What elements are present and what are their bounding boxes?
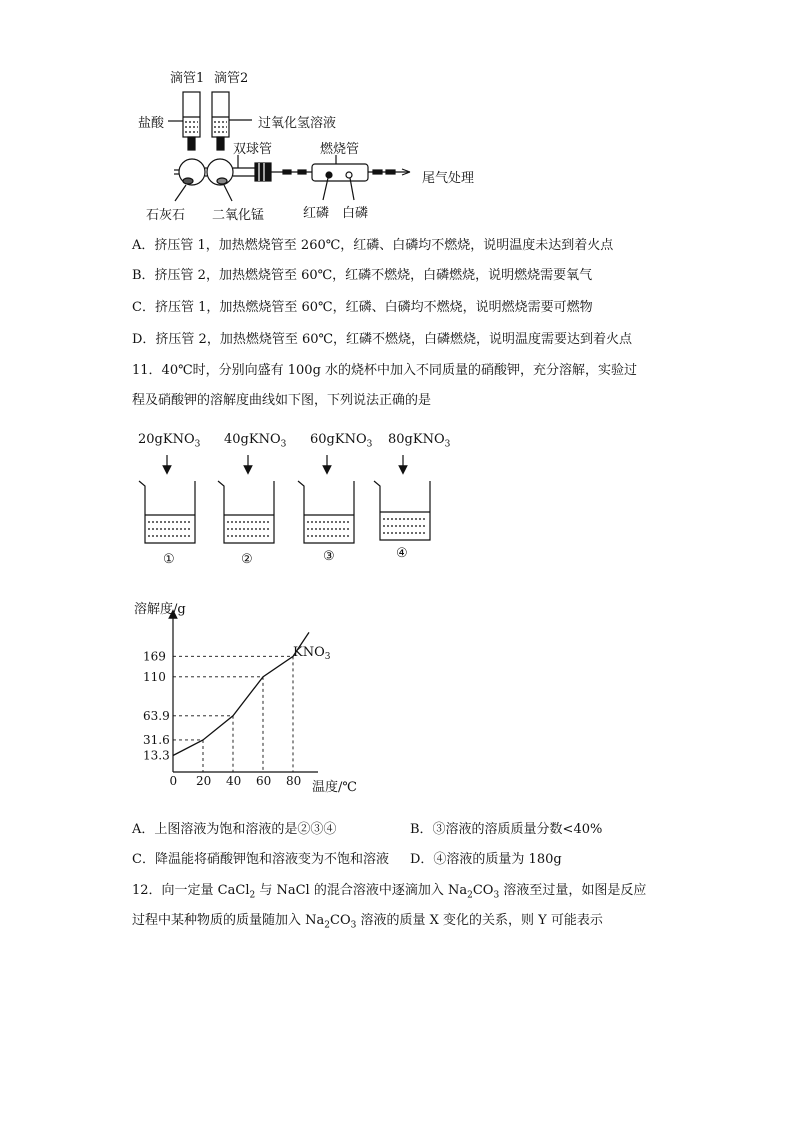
- exhaust-label: 尾气处理: [422, 171, 475, 186]
- q10-option-b: B．挤压管 2，加热燃烧管至 60℃，红磷不燃烧，白磷燃烧，说明燃烧需要氧气: [132, 268, 593, 283]
- beaker-2-number: ②: [241, 552, 253, 567]
- dropper-2-label: 滴管2: [214, 71, 249, 86]
- combustion-apparatus-diagram: [0, 0, 794, 230]
- dropper-1-label: 滴管1: [170, 71, 205, 86]
- chart-y-axis-label: 溶解度/g: [134, 602, 186, 617]
- q11-option-a: A．上图溶液为饱和溶液的是②③④: [132, 822, 337, 837]
- x-tick-label-0: 0: [169, 774, 178, 788]
- beaker-3-number: ③: [323, 549, 335, 564]
- kno3-solubility-chart: [0, 600, 794, 800]
- y-tick-label-63.9: 63.9: [143, 708, 170, 723]
- white-phosphorus-label: 白磷: [342, 206, 369, 221]
- beakers-diagram: [0, 450, 794, 550]
- q10-option-d: D．挤压管 2，加热燃烧管至 60℃，红磷不燃烧，白磷燃烧，说明温度需要达到着火点: [132, 332, 633, 347]
- mno2-label: 二氧化锰: [212, 208, 265, 223]
- beaker-2-kno3-label: 40gKNO$_3$: [224, 432, 287, 450]
- combustion-tube-label: 燃烧管: [320, 142, 360, 157]
- beaker-4-kno3-label: 80gKNO$_3$: [388, 432, 451, 450]
- kno3-solubility-curve: [173, 632, 309, 755]
- beaker-1: [139, 481, 195, 543]
- q11-stem-line-1: 11．40℃时，分别向盛有 100g 水的烧杯中加入不同质量的硝酸钾，充分溶解，实验过: [132, 363, 638, 378]
- beaker-3: [298, 481, 354, 543]
- beaker-1-kno3-label: 20gKNO$_3$: [138, 432, 201, 450]
- beaker-4-number: ④: [396, 546, 408, 561]
- limestone-label: 石灰石: [146, 208, 186, 223]
- q11-stem-line-2: 程及硝酸钾的溶解度曲线如下图，下列说法正确的是: [132, 393, 432, 408]
- q11-option-c: C．降温能将硝酸钾饱和溶液变为不饱和溶液: [132, 852, 389, 867]
- chart-x-axis-label: 温度/℃: [312, 780, 357, 795]
- x-tick-label-20: 20: [196, 774, 212, 788]
- x-tick-label-40: 40: [226, 774, 242, 788]
- beaker-3-kno3-label: 60gKNO$_3$: [310, 432, 373, 450]
- y-tick-label-169: 169: [143, 649, 166, 664]
- h2o2-label: 过氧化氢溶液: [258, 116, 337, 131]
- q12-stem-line-2: 过程中某种物质的质量随加入 $Na_2CO_3$ 溶液的质量 X 变化的关系，则 Y 可能表示: [132, 913, 603, 931]
- q10-option-a: A．挤压管 1，加热燃烧管至 260℃，红磷、白磷均不燃烧，说明温度未达到着火点: [132, 238, 614, 253]
- q10-option-c: C．挤压管 1，加热燃烧管至 60℃，红磷、白磷均不燃烧，说明燃烧需要可燃物: [132, 300, 593, 315]
- q11-option-d: D．④溶液的质量为 180g: [410, 852, 562, 867]
- beaker-1-number: ①: [163, 552, 175, 567]
- hcl-label: 盐酸: [138, 116, 165, 131]
- beaker-4: [374, 481, 430, 540]
- beaker-2: [218, 481, 274, 543]
- q11-option-b: B．③溶液的溶质质量分数<40%: [410, 822, 603, 837]
- y-tick-label-110: 110: [143, 669, 166, 684]
- x-tick-label-80: 80: [286, 774, 302, 788]
- dropper-1: [183, 92, 200, 137]
- kno3-curve-label: $KNO_3$: [293, 645, 331, 662]
- double-bulb-label: 双球管: [233, 142, 273, 157]
- q12-stem-line-1: 12．向一定量 CaCl$_2$ 与 NaCl 的混合溶液中逐滴加入 $Na_2CO_3$ 溶液至过量，如图是反应: [132, 883, 647, 901]
- x-tick-label-60: 60: [256, 774, 272, 788]
- combustion-tube: [312, 164, 368, 181]
- y-tick-label-13.3: 13.3: [143, 748, 170, 763]
- red-phosphorus-label: 红磷: [303, 206, 330, 221]
- dropper-2: [212, 92, 229, 137]
- y-tick-label-31.6: 31.6: [143, 732, 170, 747]
